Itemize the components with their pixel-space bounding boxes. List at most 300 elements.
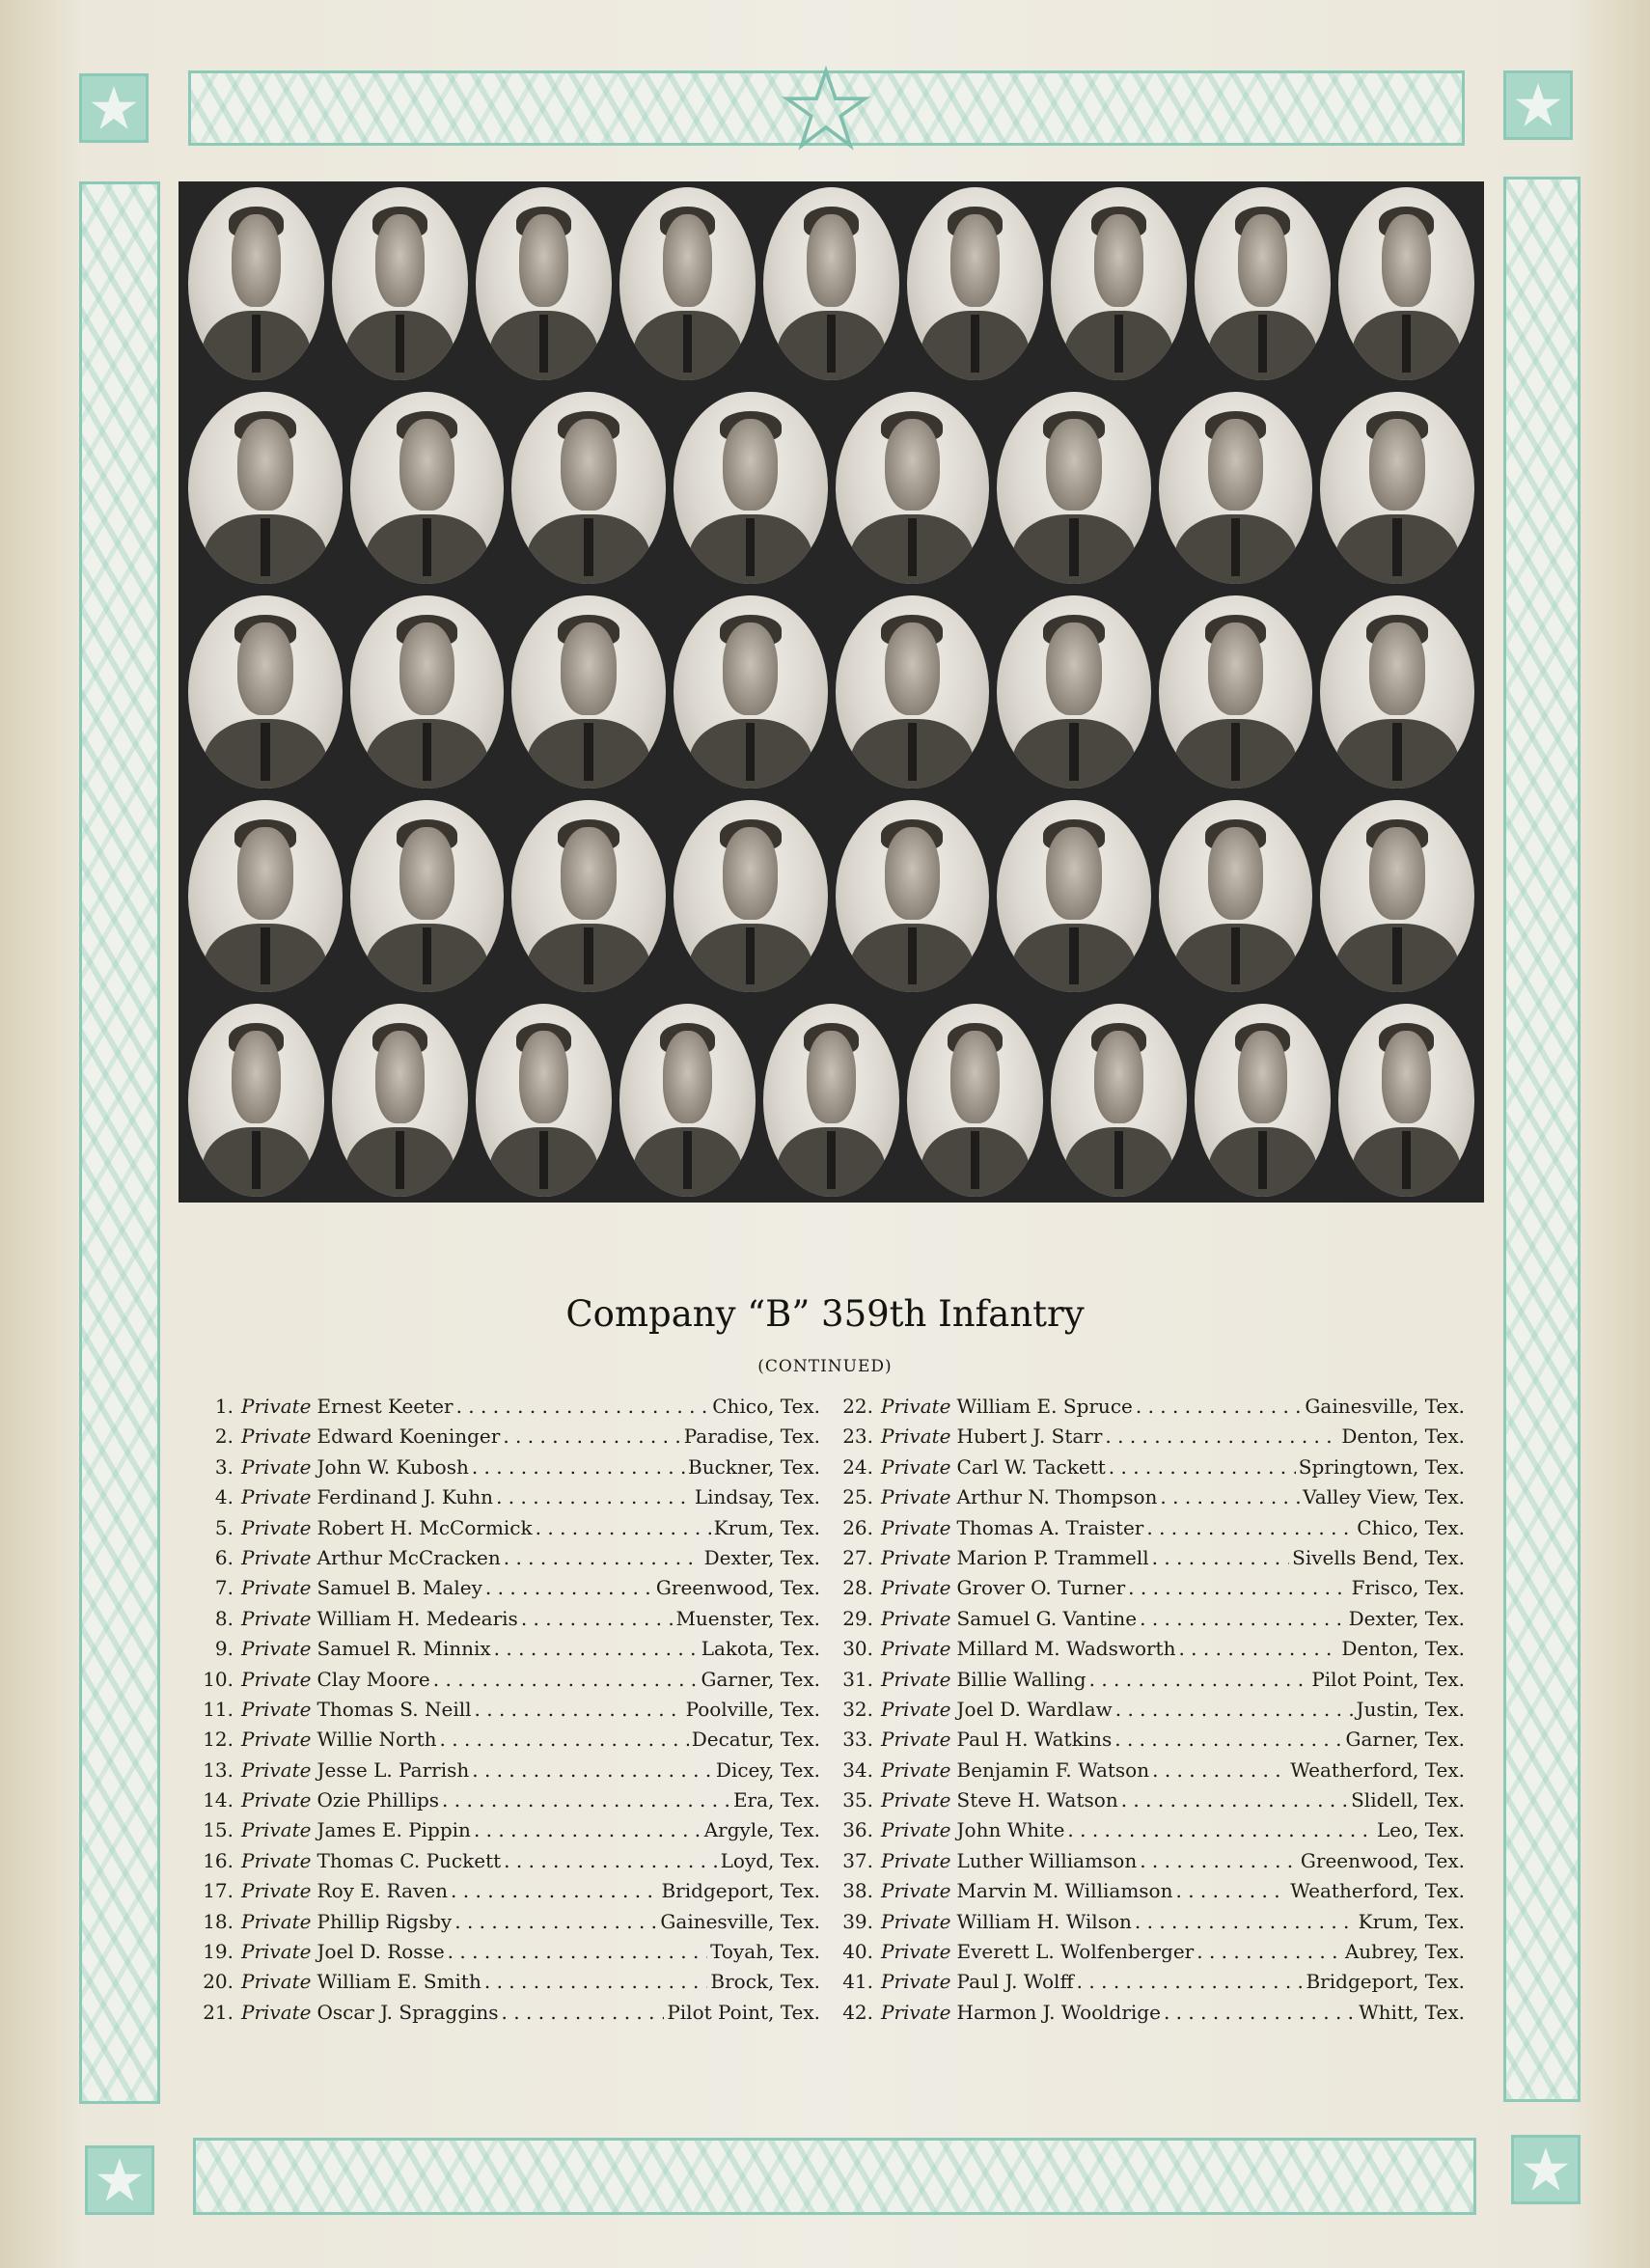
dot-leader (1136, 1392, 1303, 1422)
corner-star-tile (1503, 70, 1573, 140)
roster-name: Ferdinand J. Kuhn (316, 1485, 494, 1509)
portrait-head (375, 214, 425, 307)
portrait-photo-grid (179, 181, 1484, 1203)
roster-number: 7. (214, 1576, 234, 1600)
roster-entry (838, 1452, 1465, 1482)
roster-entry (838, 1543, 1465, 1573)
roster-rank: Private (241, 1454, 312, 1479)
roster-name: Steve H. Watson (956, 1788, 1118, 1812)
dot-leader (1178, 1634, 1338, 1664)
roster-name: John White (956, 1818, 1065, 1842)
roster-name: Paul H. Watkins (956, 1728, 1113, 1752)
dot-leader (1152, 1543, 1290, 1573)
soldier-portrait (674, 595, 828, 788)
roster-rank: Private (881, 1970, 951, 1994)
portrait-head (1382, 214, 1431, 307)
portrait-tie (261, 518, 270, 576)
portrait-tie (396, 1131, 403, 1189)
portrait-tie (1114, 1131, 1122, 1189)
bottom-ornamental-border (193, 2138, 1476, 2215)
roster-number: 3. (214, 1454, 234, 1479)
roster-hometown: Buckner, Tex. (688, 1454, 820, 1479)
soldier-portrait (674, 800, 828, 993)
roster-entry (838, 1392, 1465, 1422)
roster-entry (198, 1482, 820, 1512)
roster-hometown: Valley View, Tex. (1303, 1485, 1465, 1509)
dot-leader (472, 1452, 685, 1482)
roster-hometown: Gainesville, Tex. (660, 1909, 820, 1933)
roster-name: Millard M. Wadsworth (956, 1637, 1176, 1661)
soldier-portrait (763, 1004, 899, 1197)
roster-rank: Private (881, 1454, 951, 1479)
soldier-portrait (907, 1004, 1043, 1197)
roster-name: Marvin M. Williamson (956, 1879, 1173, 1903)
star-icon (1521, 2144, 1571, 2195)
portrait-head (519, 214, 568, 307)
portrait-tie (1402, 1131, 1410, 1189)
roster-number: 35. (842, 1788, 873, 1812)
soldier-portrait (836, 800, 990, 993)
portrait-tie (746, 723, 756, 781)
roster-hometown: Era, Tex. (732, 1788, 820, 1812)
roster-name: Carl W. Tackett (956, 1454, 1106, 1479)
roster-hometown: Dexter, Tex. (1348, 1606, 1465, 1630)
roster-rank: Private (881, 1757, 951, 1782)
portrait-tie (1231, 518, 1241, 576)
portrait-head (232, 1031, 281, 1123)
roster-name: Grover O. Turner (956, 1576, 1126, 1600)
portrait-head (1238, 1031, 1287, 1123)
soldier-portrait (836, 392, 990, 585)
soldier-portrait (511, 392, 666, 585)
star-icon (89, 83, 139, 133)
portrait-tie (1392, 927, 1402, 985)
portrait-head (885, 419, 940, 512)
roster-hometown: Gainesville, Tex. (1305, 1395, 1465, 1418)
roster-hometown: Whitt, Tex. (1359, 2000, 1465, 2024)
roster-entry (198, 1907, 820, 1937)
roster-entry (198, 1967, 820, 1997)
roster-hometown: Lindsay, Tex. (694, 1485, 820, 1509)
portrait-tie (539, 1131, 547, 1189)
dot-leader (1135, 1907, 1356, 1937)
portrait-tie (1258, 1131, 1266, 1189)
soldier-portrait (907, 187, 1043, 380)
roster-hometown: Springtown, Tex. (1298, 1454, 1465, 1479)
soldier-portrait (188, 800, 343, 993)
roster-hometown: Toyah, Tex. (710, 1940, 820, 1964)
dot-leader (1067, 1815, 1373, 1845)
dot-leader (451, 1876, 658, 1906)
roster-number: 32. (842, 1697, 873, 1721)
soldier-portrait (188, 187, 324, 380)
roster-number: 17. (203, 1879, 234, 1903)
roster-name: Willie North (316, 1728, 437, 1752)
soldier-portrait (997, 392, 1151, 585)
roster-number: 10. (203, 1667, 234, 1691)
roster-hometown: Dexter, Tex. (703, 1545, 820, 1569)
roster-rank: Private (881, 1879, 951, 1903)
roster-hometown: Garner, Tex. (1345, 1728, 1465, 1752)
roster-entry (838, 1634, 1465, 1664)
roster-name: Billie Walling (956, 1667, 1086, 1691)
dot-leader (1114, 1725, 1342, 1755)
roster-hometown: Greenwood, Tex. (1300, 1848, 1465, 1872)
portrait-head (1208, 419, 1263, 512)
portrait-tie (423, 927, 432, 985)
roster-hometown: Garner, Tex. (701, 1667, 820, 1691)
soldier-portrait (674, 392, 828, 585)
roster-entry (838, 1785, 1465, 1815)
dot-leader (454, 1907, 657, 1937)
roster-hometown: Justin, Tex. (1356, 1697, 1465, 1721)
roster-rank: Private (241, 1667, 312, 1691)
roster-name: Ernest Keeter (316, 1395, 454, 1418)
portrait-head (663, 214, 712, 307)
roster-number: 38. (842, 1879, 873, 1903)
roster-name: Joel D. Rosse (316, 1940, 445, 1964)
left-ornamental-border (79, 181, 160, 2104)
roster-name: Edward Koeninger (316, 1424, 501, 1449)
roster-rank: Private (881, 1848, 951, 1872)
portrait-head (1046, 419, 1101, 512)
roster-entry (198, 1815, 820, 1845)
portrait-head (950, 214, 1000, 307)
portrait-head (1094, 214, 1143, 307)
soldier-portrait (1195, 187, 1331, 380)
portrait-head (1369, 827, 1424, 920)
portrait-head (723, 827, 778, 920)
roster-number: 20. (203, 1970, 234, 1994)
roster-name: John W. Kubosh (316, 1454, 469, 1479)
portrait-head (663, 1031, 712, 1123)
soldier-portrait (476, 187, 612, 380)
roster-rank: Private (241, 1576, 312, 1600)
roster-entry (198, 1937, 820, 1967)
roster-number: 37. (842, 1848, 873, 1872)
roster-number: 5. (214, 1515, 234, 1539)
roster-rank: Private (241, 1697, 312, 1721)
portrait-head (399, 622, 454, 715)
portrait-tie (584, 518, 593, 576)
roster-rank: Private (881, 1909, 951, 1933)
roster-rank: Private (241, 1485, 312, 1509)
soldier-portrait (350, 392, 505, 585)
roster-number: 12. (203, 1728, 234, 1752)
portrait-head (1382, 1031, 1431, 1123)
dot-leader (1160, 1482, 1300, 1512)
dot-leader (475, 1695, 683, 1725)
roster-entry (838, 1756, 1465, 1785)
dot-leader (440, 1725, 689, 1755)
roster-hometown: Lakota, Tex. (701, 1637, 820, 1661)
soldier-portrait (511, 800, 666, 993)
roster-number: 33. (842, 1728, 873, 1752)
roster-hometown: Sivells Bend, Tex. (1292, 1545, 1465, 1569)
portrait-head (1046, 622, 1101, 715)
roster-name: Everett L. Wolfenberger (956, 1940, 1195, 1964)
roster-number: 30. (842, 1637, 873, 1661)
roster-column-right (838, 1392, 1465, 2028)
soldier-portrait (1051, 1004, 1187, 1197)
portrait-tie (261, 723, 270, 781)
dot-leader (1121, 1785, 1348, 1815)
right-ornamental-border (1503, 177, 1581, 2102)
roster-rank: Private (881, 1940, 951, 1964)
dot-leader (503, 1422, 680, 1452)
roster-hometown: Krum, Tex. (1358, 1909, 1465, 1933)
portrait-tie (252, 315, 260, 373)
roster-rank: Private (241, 1788, 312, 1812)
dot-leader (472, 1756, 713, 1785)
dot-leader (1140, 1846, 1298, 1876)
roster-hometown: Weatherford, Tex. (1290, 1879, 1465, 1903)
portrait-head (561, 622, 616, 715)
portrait-head (1094, 1031, 1143, 1123)
roster-name: Phillip Rigsby (316, 1909, 453, 1933)
roster-rank: Private (241, 1970, 312, 1994)
portrait-tie (1392, 518, 1402, 576)
roster-entry (838, 1665, 1465, 1695)
portrait-tie (423, 723, 432, 781)
roster-hometown: Brock, Tex. (710, 1970, 820, 1994)
roster-number: 41. (842, 1970, 873, 1994)
roster-hometown: Bridgeport, Tex. (661, 1879, 820, 1903)
roster-name: William E. Spruce (956, 1395, 1133, 1418)
portrait-head (375, 1031, 425, 1123)
roster-rank: Private (881, 1697, 951, 1721)
roster-rank: Private (241, 1395, 312, 1418)
roster-number: 23. (842, 1424, 873, 1449)
dot-leader (1146, 1513, 1354, 1543)
dot-leader (1196, 1937, 1342, 1967)
roster-rank: Private (241, 1848, 312, 1872)
portrait-tie (683, 1131, 691, 1189)
soldier-portrait (1159, 800, 1313, 993)
dot-leader (1164, 1998, 1356, 2028)
corner-star-tile (85, 2145, 154, 2215)
roster-rank: Private (241, 1424, 312, 1449)
roster-entry (838, 1725, 1465, 1755)
portrait-tie (584, 927, 593, 985)
portrait-head (723, 419, 778, 512)
soldier-portrait (188, 1004, 324, 1197)
dot-leader (1109, 1452, 1296, 1482)
roster-entry (838, 1876, 1465, 1906)
roster-name: William H. Wilson (956, 1909, 1132, 1933)
soldier-portrait (1338, 1004, 1474, 1197)
roster-rank: Private (241, 1818, 312, 1842)
roster-name: William H. Medearis (316, 1606, 518, 1630)
roster-number: 6. (214, 1545, 234, 1569)
portrait-tie (539, 315, 547, 373)
roster-entry (838, 1907, 1465, 1937)
roster-hometown: Chico, Tex. (712, 1395, 820, 1418)
portrait-head (807, 214, 856, 307)
roster-name: Arthur N. Thompson (956, 1485, 1158, 1509)
roster-rank: Private (241, 1515, 312, 1539)
soldier-portrait (188, 392, 343, 585)
soldier-portrait (1195, 1004, 1331, 1197)
roster-hometown: Krum, Tex. (713, 1515, 820, 1539)
roster-entry (198, 1998, 820, 2028)
portrait-tie (971, 315, 978, 373)
roster-rank: Private (881, 1606, 951, 1630)
dot-leader (494, 1634, 699, 1664)
roster-number: 22. (842, 1395, 873, 1418)
dot-leader (1128, 1573, 1349, 1603)
roster-entry (838, 1815, 1465, 1845)
soldier-portrait (1051, 187, 1187, 380)
portrait-tie (423, 518, 432, 576)
portrait-tie (971, 1131, 978, 1189)
roster-hometown: Decatur, Tex. (691, 1728, 820, 1752)
portrait-tie (584, 723, 593, 781)
portrait-head (950, 1031, 1000, 1123)
soldier-portrait (1159, 392, 1313, 585)
roster-hometown: Muenster, Tex. (675, 1606, 820, 1630)
star-icon (780, 66, 872, 152)
roster-rank: Private (881, 1637, 951, 1661)
dot-leader (484, 1967, 708, 1997)
portrait-head (1369, 622, 1424, 715)
roster-name: Benjamin F. Watson (956, 1757, 1150, 1782)
portrait-tie (1231, 927, 1241, 985)
soldier-portrait (619, 1004, 756, 1197)
portrait-tie (683, 315, 691, 373)
dot-leader (502, 1998, 665, 2028)
soldier-portrait (511, 595, 666, 788)
roster-rank: Private (881, 1788, 951, 1812)
dot-leader (521, 1604, 674, 1634)
roster-name: William E. Smith (316, 1970, 481, 1994)
roster-hometown: Slidell, Tex. (1351, 1788, 1465, 1812)
roster-entry (198, 1876, 820, 1906)
roster-hometown: Denton, Tex. (1341, 1424, 1465, 1449)
soldier-portrait (332, 1004, 468, 1197)
portrait-tie (396, 315, 403, 373)
roster-name: Ozie Phillips (316, 1788, 440, 1812)
soldier-portrait (350, 595, 505, 788)
roster-rank: Private (241, 1606, 312, 1630)
portrait-tie (827, 315, 835, 373)
portrait-head (885, 622, 940, 715)
portrait-tie (261, 927, 270, 985)
portrait-head (1208, 827, 1263, 920)
roster-entry (838, 1604, 1465, 1634)
roster-entry (838, 1573, 1465, 1603)
portrait-head (399, 827, 454, 920)
soldier-portrait (997, 595, 1151, 788)
roster-number: 8. (214, 1606, 234, 1630)
corner-star-tile (79, 73, 149, 143)
portrait-head (237, 419, 292, 512)
roster-rank: Private (241, 1545, 312, 1569)
portrait-tie (252, 1131, 260, 1189)
star-icon (1513, 80, 1563, 130)
soldier-portrait (1159, 595, 1313, 788)
portrait-tie (1114, 315, 1122, 373)
roster-number: 14. (203, 1788, 234, 1812)
roster-name: Thomas S. Neill (316, 1697, 472, 1721)
roster-name: Luther Williamson (956, 1848, 1138, 1872)
roster-hometown: Denton, Tex. (1341, 1637, 1465, 1661)
page-subtitle: (CONTINUED) (757, 1357, 893, 1376)
roster-name: Robert H. McCormick (316, 1515, 533, 1539)
roster-entry (198, 1392, 820, 1422)
roster-number: 11. (203, 1697, 234, 1721)
roster-entry (198, 1543, 820, 1573)
soldier-portrait (1320, 595, 1474, 788)
roster-entry (198, 1452, 820, 1482)
portrait-tie (746, 927, 756, 985)
portrait-head (723, 622, 778, 715)
roster-number: 29. (842, 1606, 873, 1630)
dot-leader (504, 1543, 701, 1573)
dot-leader (1175, 1876, 1287, 1906)
roster-rank: Private (881, 1728, 951, 1752)
roster-entry (198, 1725, 820, 1755)
dot-leader (504, 1846, 717, 1876)
soldier-portrait (332, 187, 468, 380)
dot-leader (448, 1937, 707, 1967)
roster-hometown: Greenwood, Tex. (655, 1576, 820, 1600)
portrait-head (807, 1031, 856, 1123)
portrait-tie (908, 723, 918, 781)
roster-entry (838, 1695, 1465, 1725)
portrait-tie (1069, 518, 1079, 576)
portrait-head (885, 827, 940, 920)
roster-entry (198, 1513, 820, 1543)
roster-rank: Private (881, 1515, 951, 1539)
soldier-portrait (1338, 187, 1474, 380)
roster-entry (198, 1634, 820, 1664)
dot-leader (536, 1513, 711, 1543)
portrait-head (1369, 419, 1424, 512)
page-title: Company “B” 359th Infantry (565, 1293, 1085, 1335)
star-icon (95, 2155, 145, 2205)
roster-entry (838, 1422, 1465, 1452)
roster-number: 4. (214, 1485, 234, 1509)
portrait-head (237, 827, 292, 920)
roster-name: Clay Moore (316, 1667, 430, 1691)
roster-rank: Private (241, 1940, 312, 1964)
dot-leader (474, 1815, 701, 1845)
roster-entry (838, 1998, 1465, 2028)
roster-rank: Private (881, 1667, 951, 1691)
roster-rank: Private (881, 1485, 951, 1509)
dot-leader (1115, 1695, 1354, 1725)
dot-leader (456, 1392, 710, 1422)
dot-leader (1140, 1604, 1346, 1634)
roster-hometown: Poolville, Tex. (685, 1697, 820, 1721)
roster-name: Joel D. Wardlaw (956, 1697, 1113, 1721)
roster-name: Marion P. Trammell (956, 1545, 1149, 1569)
soldier-portrait (763, 187, 899, 380)
roster-hometown: Loyd, Tex. (720, 1848, 820, 1872)
portrait-head (232, 214, 281, 307)
roster-entry (838, 1967, 1465, 1997)
roster-name: Paul J. Wolff (956, 1970, 1074, 1994)
roster-hometown: Bridgeport, Tex. (1306, 1970, 1465, 1994)
roster-number: 2. (214, 1424, 234, 1449)
roster-number: 24. (842, 1454, 873, 1479)
roster-entry (198, 1573, 820, 1603)
roster-number: 42. (842, 2000, 873, 2024)
roster-hometown: Weatherford, Tex. (1290, 1757, 1465, 1782)
portrait-head (561, 827, 616, 920)
roster-number: 15. (203, 1818, 234, 1842)
